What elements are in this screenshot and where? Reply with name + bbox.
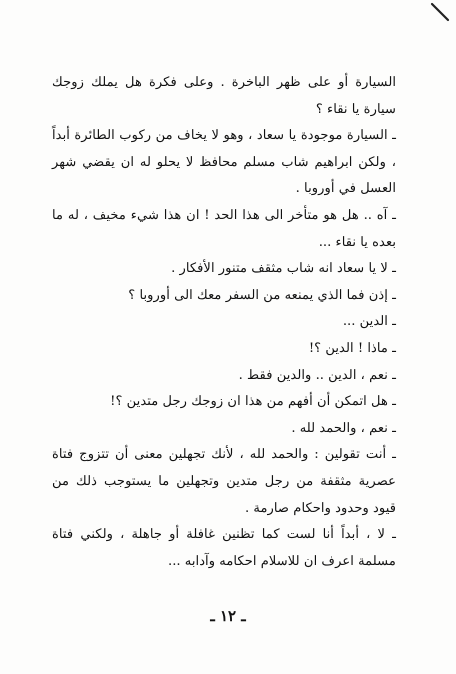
dialog-line: ـ هل اتمكن أن أفهم من هذا ان زوجك رجل متدين ؟! [110, 394, 396, 410]
dialog-line: ـ نعم ، الدين .. والدين فقط . [238, 367, 396, 383]
dialog-line: ـ السيارة موجودة يا سعاد ، وهو لا يخاف من ركوب الطائرة أبداً ، ولكن ابراهيم شاب مسلم محافظ لا يحلو له ان يقضي شهر العسل في أوروبا . [52, 128, 396, 197]
dialog-line: ـ أنت تقولين : والحمد لله ، لأنك تجهلين معنى أن تتزوج فتاة عصرية مثقفة من رجل متدين وتجهلين ما يستوجب ذلك من قيود وحدود واحكام صارمة . [52, 447, 396, 516]
dialog-line: ـ لا ، أبداً أنا لست كما تظنين غافلة أو جاهلة ، ولكني فتاة مسلمة اعرف ان للاسلام احكامه وآدابه ... [52, 527, 396, 569]
dialog-line: ـ نعم ، والحمد لله . [291, 420, 396, 436]
dialog-line: ـ الدين ... [342, 314, 396, 330]
page-number: ـ ١٢ ـ [210, 607, 246, 625]
paragraph: السيارة أو على ظهر الباخرة . وعلى فكرة هل يملك زوجك سيارة يا نقاء ؟ [52, 75, 396, 117]
body-text [52, 70, 396, 575]
dialog-line: ـ إذن فما الذي يمنعه من السفر معك الى أوروبا ؟ [128, 287, 396, 303]
dialog-line: ـ آه .. هل هو متأخر الى هذا الحد ! ان هذا شيء مخيف ، له ما بعده يا نقاء ... [52, 207, 396, 250]
page-corner-mark [430, 2, 452, 24]
dialog-line: ـ ماذا ! الدين ؟! [308, 340, 396, 356]
dialog-line: ـ لا يا سعاد انه شاب مثقف متنور الأفكار . [171, 261, 396, 277]
